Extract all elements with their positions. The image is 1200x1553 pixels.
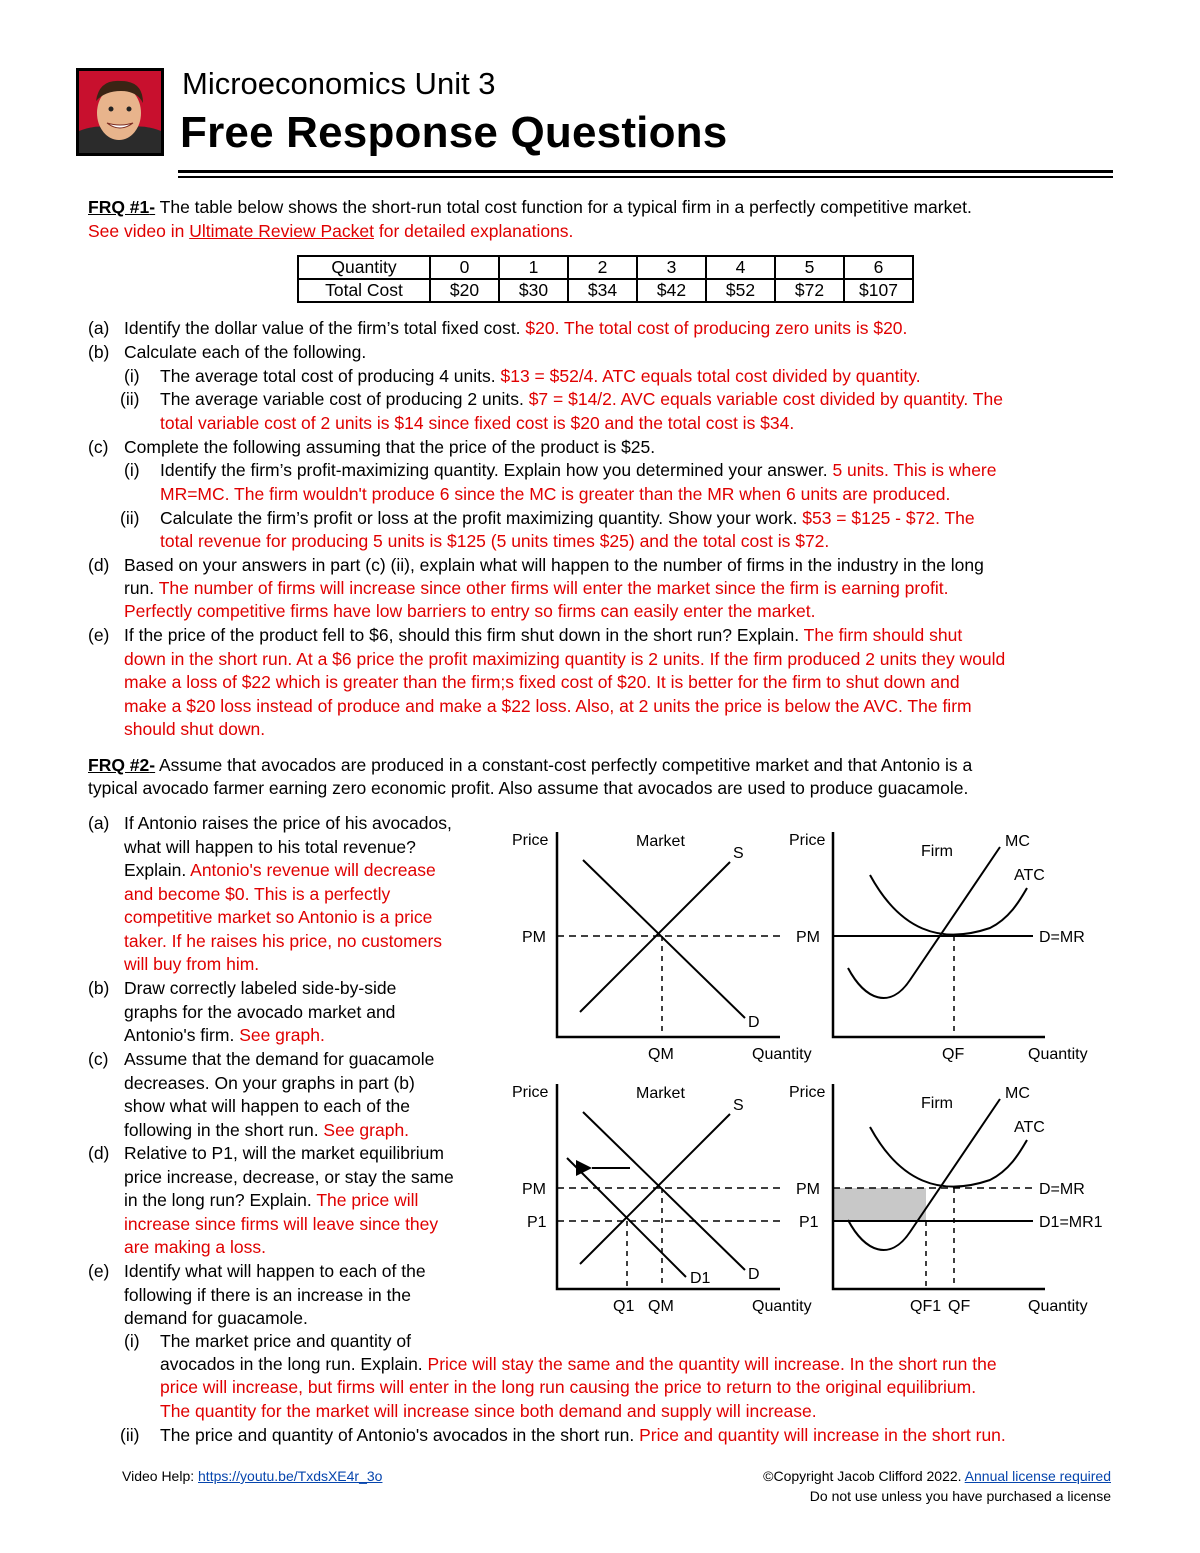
table-header-total-cost: Total Cost — [298, 279, 430, 302]
frq1-e-marker: (e) — [88, 625, 110, 645]
header-divider — [178, 170, 1113, 173]
bottom-market-q1-label: Q1 — [613, 1298, 635, 1315]
frq1-c-ii: Calculate the firm’s profit or loss at the profit maximizing quantity. Show your work. $53 = $125 - $72. The — [160, 508, 975, 528]
table-cell: 6 — [844, 256, 913, 279]
top-market-graph — [512, 832, 812, 1063]
bottom-market-p1-label: P1 — [527, 1214, 547, 1231]
frq2-e-i-marker: (i) — [124, 1331, 140, 1351]
bottom-firm-pm-label: PM — [796, 1181, 820, 1198]
top-firm-price-label: Price — [789, 832, 826, 849]
frq1-c-i-marker: (i) — [124, 460, 140, 480]
bottom-firm-mc-curve — [848, 1099, 1000, 1250]
bottom-market-graph — [512, 1084, 812, 1315]
table-row — [298, 256, 913, 279]
table-cell: $72 — [775, 279, 844, 302]
top-market-d-label: D — [748, 1014, 760, 1031]
frq2-e-i-cont: avocados in the long run. Explain. Price will stay the same and the quantity will increase. In the short run the — [160, 1354, 997, 1374]
frq2-e-ii: The price and quantity of Antonio's avocados in the short run. Price and quantity will increase in the short run. — [160, 1425, 1006, 1445]
table-header-quantity: Quantity — [298, 256, 430, 279]
table-cell: 0 — [430, 256, 499, 279]
frq1-b-marker: (b) — [88, 342, 110, 362]
frq1-label: FRQ #1 — [88, 197, 150, 217]
page-title: Free Response Questions — [180, 108, 728, 157]
frq1-c-i-answer-cont: MR=MC. The firm wouldn't produce 6 since the MC is greater than the MR when 6 units are produced. — [160, 484, 951, 504]
top-market-s-label: S — [733, 845, 744, 862]
footer-copyright: ©Copyright Jacob Clifford 2022. Annual license required — [763, 1468, 1111, 1484]
table-cell: 1 — [499, 256, 568, 279]
table-cell: 5 — [775, 256, 844, 279]
frq2-a: If Antonio raises the price of his avocados, what will happen to his total revenue? Explain. Antonio's revenue will decrease and become $0. This is a perfectly competitive market so Antonio is a price taker. If he raises his price, no customers will buy from him. — [124, 813, 452, 974]
frq1-d-marker: (d) — [88, 555, 110, 575]
bottom-market-demand-curve — [583, 1112, 745, 1270]
top-firm-title: Firm — [921, 843, 953, 860]
table-cell: $20 — [430, 279, 499, 302]
bottom-firm-mc-label: MC — [1005, 1085, 1030, 1102]
frq2-c: Assume that the demand for guacamole decreases. On your graphs in part (b) show what will happen to each of the following in the short run. See graph. — [124, 1049, 435, 1140]
footer-video-help: Video Help: https://youtu.be/TxdsXE4r_3o — [122, 1468, 383, 1484]
frq2-e-i-answer-3: The quantity for the market will increase since both demand and supply will increase. — [160, 1401, 817, 1421]
bottom-firm-price-label: Price — [789, 1084, 826, 1101]
frq1-intro: FRQ #1- The table below shows the short-run total cost function for a typical firm in a perfectly competitive market. — [88, 197, 972, 217]
frq2-label: FRQ #2 — [88, 755, 150, 775]
top-firm-graph — [789, 832, 1088, 1063]
frq1-d-cont: run. The number of firms will increase since other firms will enter the market since the firm is earning profit. — [124, 578, 949, 598]
bottom-firm-d1mr1-label: D1=MR1 — [1039, 1214, 1103, 1231]
frq1-c-i: Identify the firm’s profit-maximizing quantity. Explain how you determined your answer. 5 units. This is where — [160, 460, 997, 480]
frq2-d: Relative to P1, will the market equilibrium price increase, decrease, or stay the same in the long run? Explain. The price will increase since firms will leave since they are making a loss. — [124, 1143, 454, 1257]
bottom-firm-quantity-label: Quantity — [1028, 1298, 1088, 1315]
top-market-demand-curve — [583, 860, 745, 1018]
unit-title: Microeconomics Unit 3 — [182, 66, 496, 101]
frq1-b-i-marker: (i) — [124, 366, 140, 386]
bottom-market-d1-label: D1 — [690, 1270, 711, 1287]
bottom-firm-p1-label: P1 — [799, 1214, 819, 1231]
bottom-market-title: Market — [636, 1085, 685, 1102]
bottom-firm-qf1-label: QF1 — [910, 1298, 942, 1315]
frq1-e-answer-3: make a loss of $22 which is greater than the firm;s fixed cost of $20. It is better for the firm to shut down and — [124, 672, 960, 692]
frq2-e: Identify what will happen to each of the following if there is an increase in the demand for guacamole. — [124, 1261, 426, 1328]
table-cell: $107 — [844, 279, 913, 302]
top-firm-quantity-label: Quantity — [1028, 1046, 1088, 1063]
top-firm-pm-label: PM — [796, 929, 820, 946]
frq1-b: Calculate each of the following. — [124, 342, 367, 362]
frq1-e-answer-5: should shut down. — [124, 719, 266, 739]
frq2-e-i: The market price and quantity of — [160, 1331, 411, 1351]
top-market-title: Market — [636, 833, 685, 850]
bottom-firm-dmr-label: D=MR — [1039, 1181, 1085, 1198]
author-photo — [76, 68, 164, 156]
bottom-market-qm-label: QM — [648, 1298, 674, 1315]
loss-shaded-area — [834, 1188, 926, 1221]
header-divider-thin — [178, 176, 1113, 178]
top-firm-mc-curve — [848, 847, 1000, 998]
frq2-e-ii-marker: (ii) — [120, 1425, 140, 1445]
frq1-b-ii-marker: (ii) — [120, 389, 140, 409]
frq1-b-i: The average total cost of producing 4 units. $13 = $52/4. ATC equals total cost divided by quantity. — [160, 366, 921, 386]
frq2-a-marker: (a) — [88, 813, 110, 833]
table-row — [298, 279, 913, 302]
bottom-firm-title: Firm — [921, 1095, 953, 1112]
cost-table — [297, 255, 914, 303]
frq1-a: Identify the dollar value of the firm’s total fixed cost. $20. The total cost of producing zero units is $20. — [124, 318, 908, 338]
frq2-e-marker: (e) — [88, 1261, 110, 1281]
bottom-market-d-label: D — [748, 1266, 760, 1283]
bottom-market-quantity-label: Quantity — [752, 1298, 812, 1315]
bottom-firm-atc-label: ATC — [1014, 1119, 1045, 1136]
bottom-firm-axes — [833, 1084, 1045, 1289]
top-firm-atc-curve — [870, 875, 1027, 935]
top-market-qm-label: QM — [648, 1046, 674, 1063]
footer-license-notice: Do not use unless you have purchased a license — [809, 1488, 1111, 1504]
top-firm-qf-label: QF — [942, 1046, 965, 1063]
frq1-c-marker: (c) — [88, 437, 109, 457]
market-firm-graphs — [500, 815, 1120, 1325]
frq1-c-ii-answer-cont: total revenue for producing 5 units is $125 (5 units times $25) and the total cost is $72. — [160, 531, 830, 551]
table-cell: $34 — [568, 279, 637, 302]
frq1-c-ii-marker: (ii) — [120, 508, 140, 528]
top-market-price-label: Price — [512, 832, 549, 849]
frq1-video-note: See video in Ultimate Review Packet for detailed explanations. — [88, 221, 574, 241]
top-firm-axes — [833, 832, 1045, 1037]
frq1-e-answer-4: make a $20 loss instead of produce and make a $22 loss. Also, at 2 units the price is below the AVC. The firm — [124, 696, 972, 716]
top-market-quantity-label: Quantity — [752, 1046, 812, 1063]
table-cell: 3 — [637, 256, 706, 279]
frq1-a-marker: (a) — [88, 318, 110, 338]
top-market-supply-curve — [580, 862, 730, 1012]
frq2-e-i-answer-2: price will increase, but firms will enter in the long run causing the price to return to the original equilibrium. — [160, 1377, 977, 1397]
frq1-d-answer-cont: Perfectly competitive firms have low barriers to entry so firms can easily enter the market. — [124, 601, 816, 621]
table-cell: 4 — [706, 256, 775, 279]
bottom-market-s-label: S — [733, 1097, 744, 1114]
ultimate-review-packet-link[interactable]: Ultimate Review Packet — [189, 221, 374, 241]
table-cell: $30 — [499, 279, 568, 302]
frq1-b-ii-answer-cont: total variable cost of 2 units is $14 since fixed cost is $20 and the total cost is $34. — [160, 413, 795, 433]
license-link[interactable]: Annual license required — [964, 1468, 1111, 1484]
frq1-c: Complete the following assuming that the price of the product is $25. — [124, 437, 656, 457]
frq2-intro-cont: typical avocado farmer earning zero economic profit. Also assume that avocados are used to produce guacamole. — [88, 778, 969, 798]
frq2-d-marker: (d) — [88, 1143, 110, 1163]
frq1-e-answer-2: down in the short run. At a $6 price the profit maximizing quantity is 2 units. If the firm produced 2 units they would — [124, 649, 1006, 669]
bottom-firm-qf-label: QF — [948, 1298, 971, 1315]
frq2-b-marker: (b) — [88, 978, 110, 998]
frq1-b-ii: The average variable cost of producing 2 units. $7 = $14/2. AVC equals variable cost divided by quantity. The — [160, 389, 1003, 409]
frq1-e: If the price of the product fell to $6, should this firm shut down in the short run? Explain. The firm should shut — [124, 625, 963, 645]
bottom-market-price-label: Price — [512, 1084, 549, 1101]
table-cell: 2 — [568, 256, 637, 279]
frq1-d: Based on your answers in part (c) (ii), explain what will happen to the number of firms in the industry in the long — [124, 555, 984, 575]
top-firm-mc-label: MC — [1005, 833, 1030, 850]
video-help-link[interactable]: https://youtu.be/TxdsXE4r_3o — [198, 1468, 383, 1484]
bottom-market-supply-curve — [580, 1114, 730, 1264]
top-market-pm-label: PM — [522, 929, 546, 946]
top-firm-atc-label: ATC — [1014, 867, 1045, 884]
bottom-firm-graph — [789, 1084, 1103, 1315]
bottom-market-pm-label: PM — [522, 1181, 546, 1198]
frq2-b: Draw correctly labeled side-by-side graphs for the avocado market and Antonio's firm. See graph. — [124, 978, 397, 1045]
frq2-intro: FRQ #2- Assume that avocados are produced in a constant-cost perfectly competitive market and that Antonio is a — [88, 755, 973, 775]
table-cell: $42 — [637, 279, 706, 302]
frq2-c-marker: (c) — [88, 1049, 109, 1069]
top-market-axes — [557, 832, 780, 1037]
author-portrait-icon — [79, 71, 161, 153]
bottom-firm-atc-curve — [870, 1127, 1027, 1187]
table-cell: $52 — [706, 279, 775, 302]
top-firm-dmr-label: D=MR — [1039, 929, 1085, 946]
